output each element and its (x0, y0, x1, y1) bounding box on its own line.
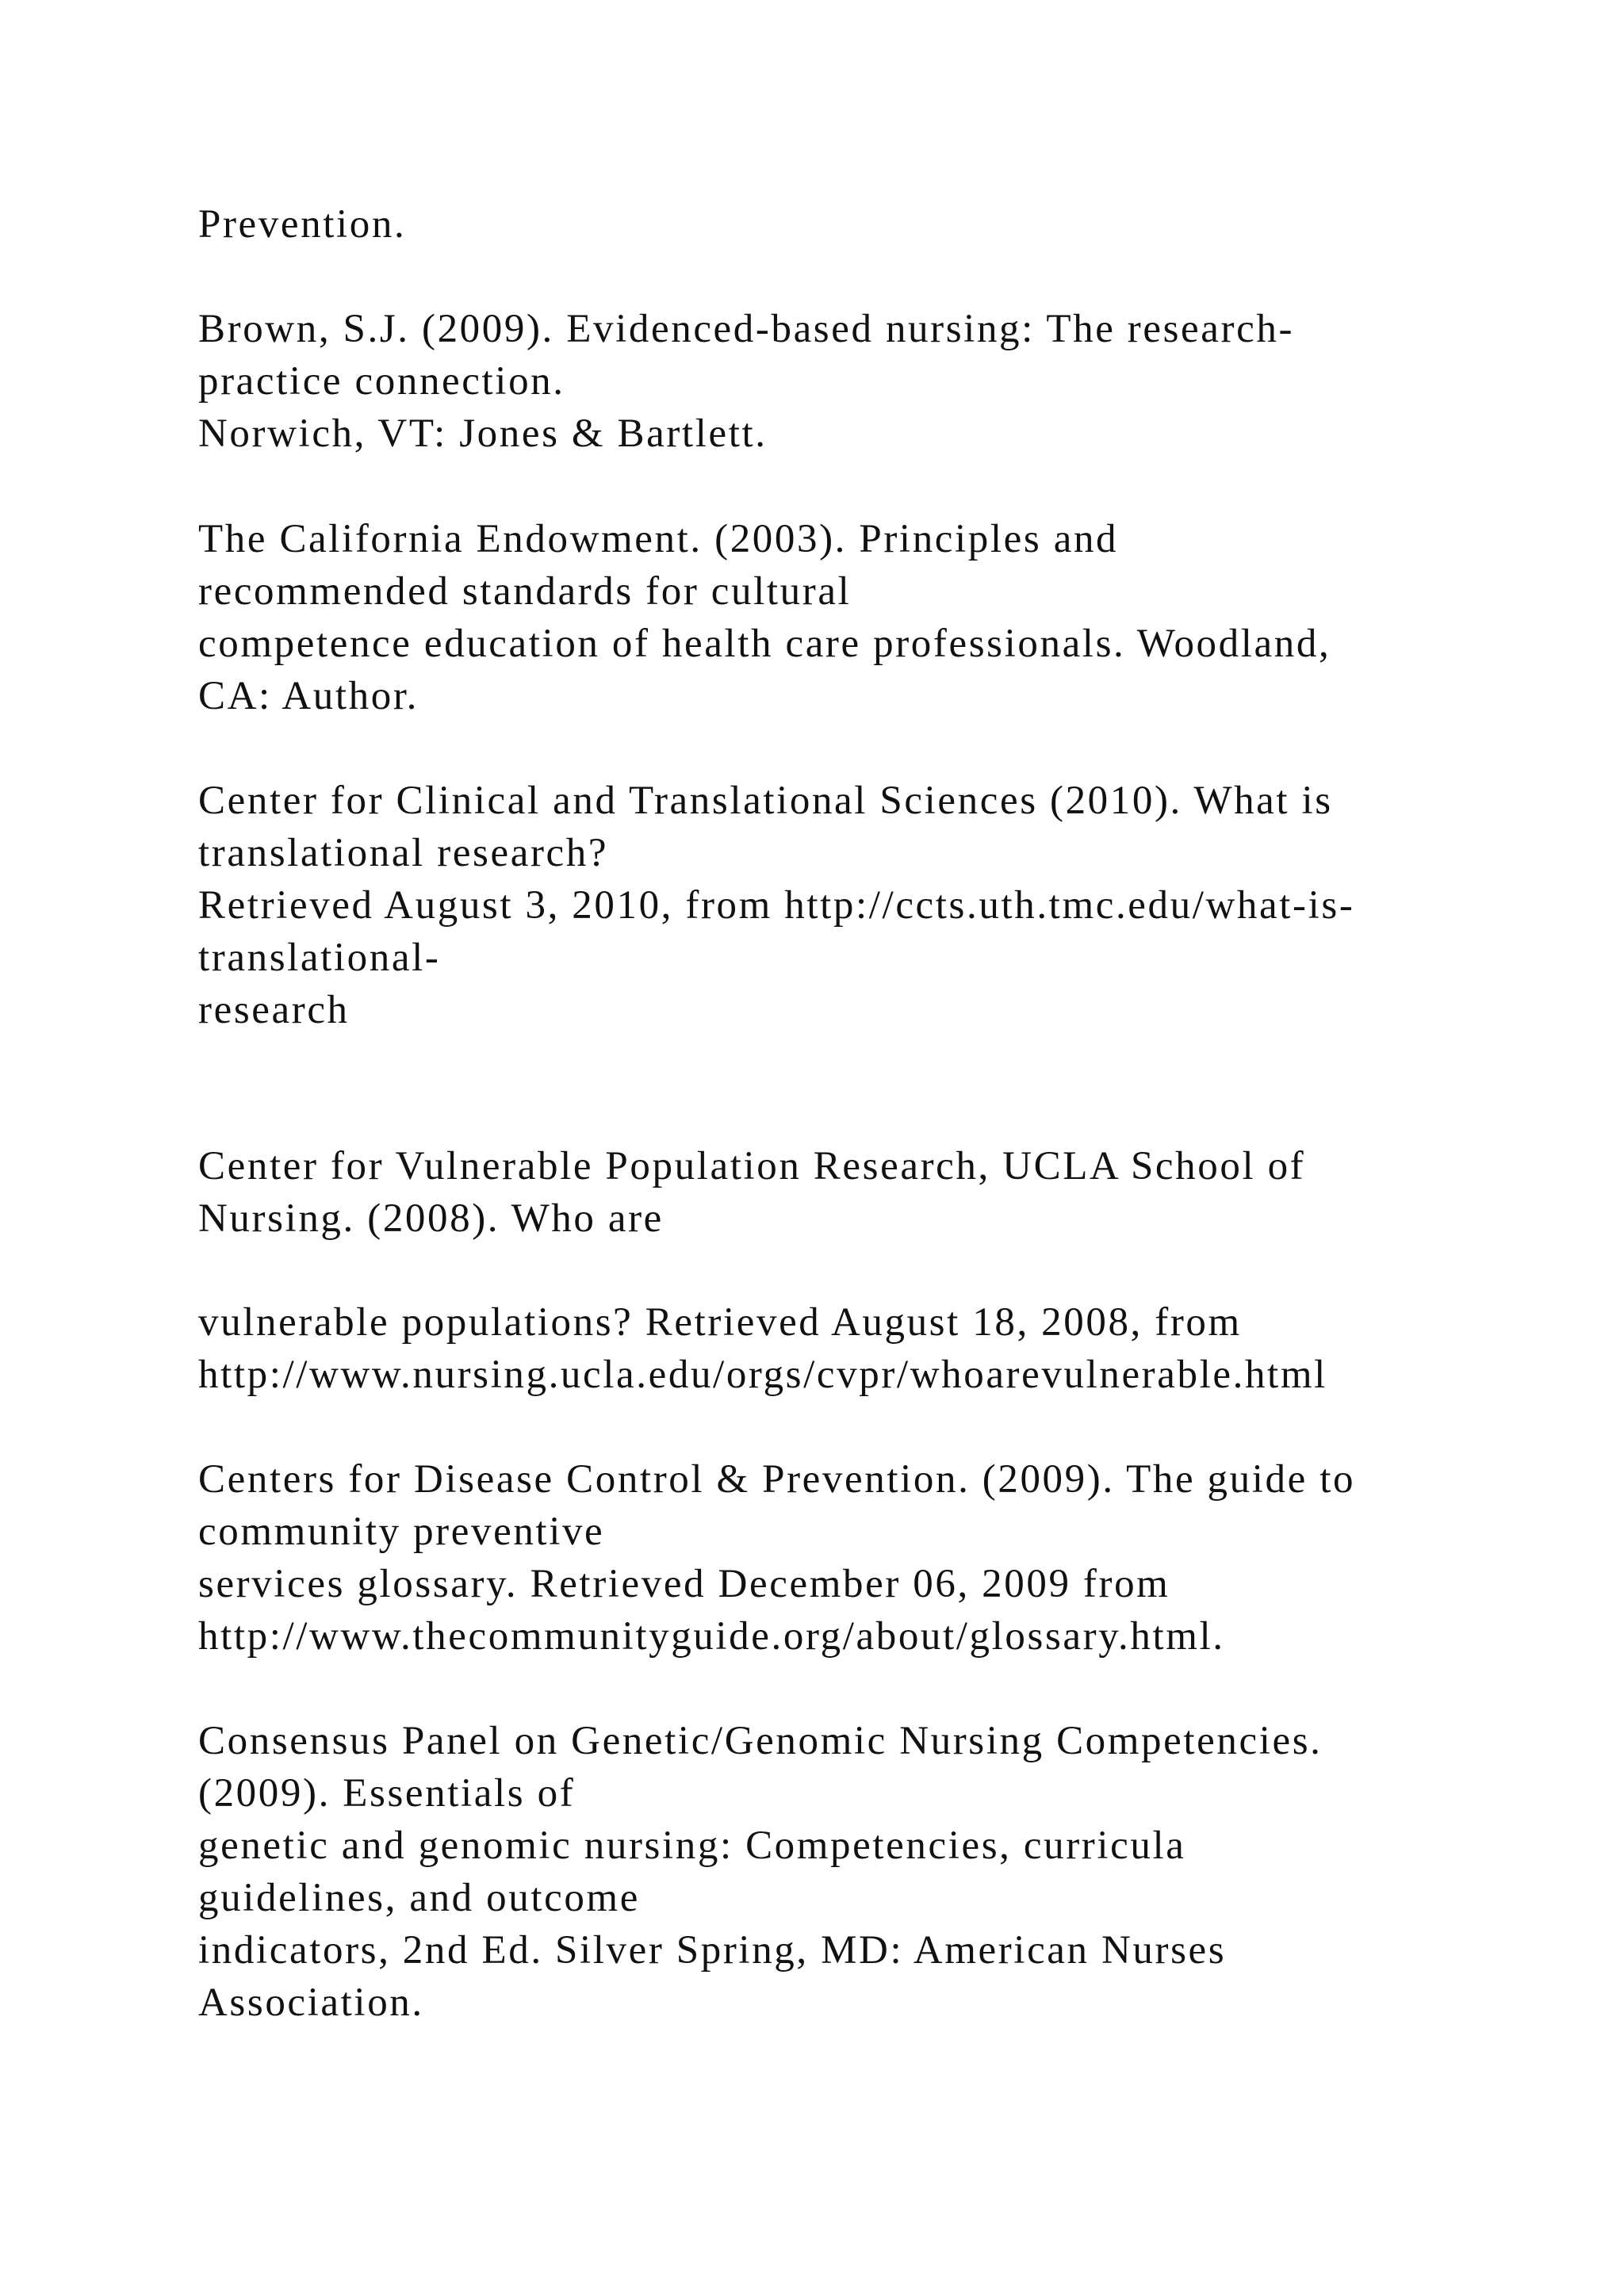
text-line: practice connection. (198, 359, 565, 404)
text-line: services glossary. Retrieved December 06, 2009 from (198, 1562, 1170, 1606)
text-line: Retrieved August 3, 2010, from http://ccts.uth.tmc.edu/what-is- (198, 883, 1355, 928)
text-line: vulnerable populations? Retrieved August 18, 2008, from (198, 1300, 1242, 1345)
text-line: http://www.nursing.ucla.edu/orgs/cvpr/whoarevulnerable.html (198, 1353, 1327, 1397)
text-line: translational- (198, 936, 441, 980)
text-line: Prevention. (198, 202, 407, 247)
text-line: translational research? (198, 831, 609, 875)
text-line: Centers for Disease Control & Prevention. (2009). The guide to (198, 1457, 1356, 1502)
text-line: The California Endowment. (2003). Principles and (198, 517, 1119, 561)
text-line: CA: Author. (198, 674, 419, 718)
text-line: guidelines, and outcome (198, 1876, 640, 1920)
text-line: Center for Clinical and Translational Sciences (2010). What is (198, 779, 1333, 823)
text-line: genetic and genomic nursing: Competencies, curricula (198, 1823, 1186, 1868)
text-line: Consensus Panel on Genetic/Genomic Nursing Competencies. (198, 1719, 1323, 1763)
text-line: Association. (198, 1980, 424, 2025)
text-line: research (198, 988, 350, 1032)
text-line: Norwich, VT: Jones & Bartlett. (198, 411, 768, 456)
text-line: recommended standards for cultural (198, 569, 852, 614)
text-line: community preventive (198, 1510, 605, 1554)
text-line: competence education of health care professionals. Woodland, (198, 622, 1331, 666)
text-line: http://www.thecommunityguide.org/about/glossary.html. (198, 1614, 1225, 1659)
text-line: Nursing. (2008). Who are (198, 1196, 664, 1241)
text-line: indicators, 2nd Ed. Silver Spring, MD: American Nurses (198, 1928, 1227, 1973)
text-line: Brown, S.J. (2009). Evidenced-based nursing: The research- (198, 307, 1295, 351)
text-line: Center for Vulnerable Population Research, UCLA School of (198, 1144, 1306, 1188)
text-line: (2009). Essentials of (198, 1771, 576, 1816)
